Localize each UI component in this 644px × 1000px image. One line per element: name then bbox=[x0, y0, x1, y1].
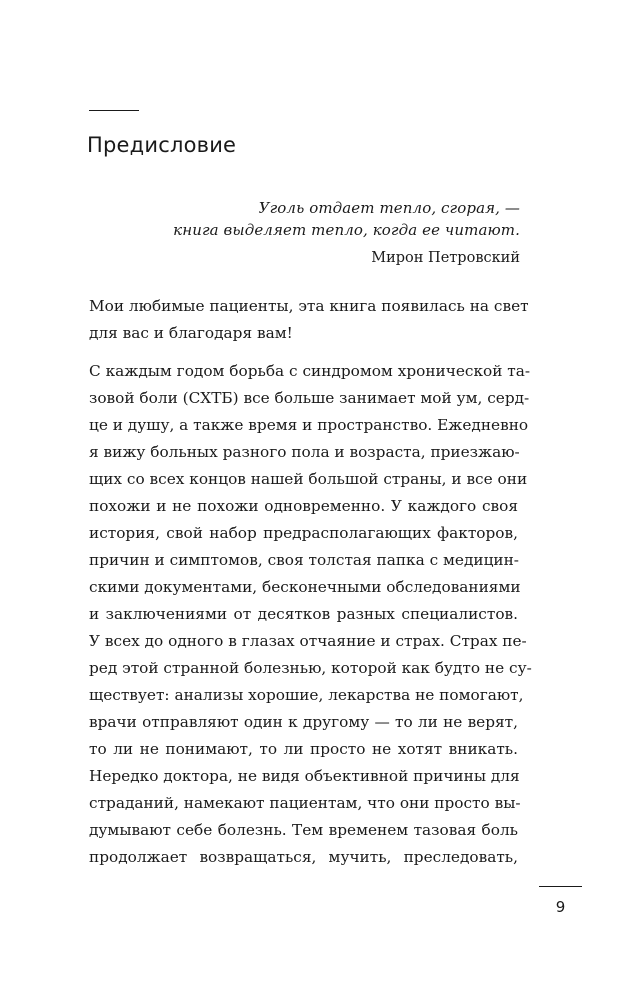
text-line: страданий, намекают пациентам, что они просто вы- bbox=[89, 794, 521, 812]
footer-rule bbox=[539, 886, 582, 887]
text-line: причин и симптомов, своя толстая папка с медицин- bbox=[89, 551, 519, 569]
epigraph-line: Уголь отдает тепло, сгорая, — bbox=[258, 199, 520, 217]
text-line: думывают себе болезнь. Тем временем тазовая боль bbox=[89, 821, 518, 839]
text-line: це и душу, а также время и пространство. Ежедневно bbox=[89, 416, 529, 434]
text-line: С каждым годом борьба с синдромом хронической та- bbox=[89, 362, 531, 380]
text-line: Нередко доктора, не видя объективной причины для bbox=[89, 767, 520, 785]
epigraph bbox=[173, 197, 520, 269]
body-text bbox=[89, 293, 532, 871]
text-line: Мои любимые пациенты, эта книга появилась на свет bbox=[89, 297, 529, 315]
text-line: я вижу больных разного пола и возраста, приезжаю- bbox=[89, 443, 520, 461]
text-line: то ли не понимают, то ли просто не хотят вникать. bbox=[89, 740, 518, 758]
chapter-title: Предисловие bbox=[87, 133, 237, 157]
text-line: ществует: анализы хорошие, лекарства не помогают, bbox=[89, 686, 524, 704]
text-line: ред этой странной болезнью, которой как будто не су- bbox=[89, 659, 532, 677]
text-line: продолжает возвращаться, мучить, преследовать, bbox=[89, 848, 518, 866]
epigraph-line: книга выделяет тепло, когда ее читают. bbox=[173, 221, 520, 239]
paragraph bbox=[89, 358, 532, 871]
text-line: похожи и не похожи одновременно. У каждого своя bbox=[89, 497, 518, 515]
text-line: для вас и благодаря вам! bbox=[89, 324, 293, 342]
text-line: зовой боли (СХТБ) все больше занимает мой ум, серд- bbox=[89, 389, 530, 407]
chapter-top-rule bbox=[89, 110, 139, 111]
page-number: 9 bbox=[555, 898, 566, 916]
epigraph-author: Мирон Петровский bbox=[371, 250, 520, 266]
text-line: и заключениями от десятков разных специалистов. bbox=[89, 605, 518, 623]
paragraph bbox=[89, 293, 529, 347]
text-line: щих со всех концов нашей большой страны, и все они bbox=[89, 470, 528, 488]
text-line: история, свой набор предрасполагающих факторов, bbox=[89, 524, 518, 542]
text-line: У всех до одного в глазах отчаяние и страх. Страх пе- bbox=[89, 632, 527, 650]
text-line: скими документами, бесконечными обследованиями bbox=[89, 578, 521, 596]
text-line: врачи отправляют один к другому — то ли не верят, bbox=[89, 713, 518, 731]
